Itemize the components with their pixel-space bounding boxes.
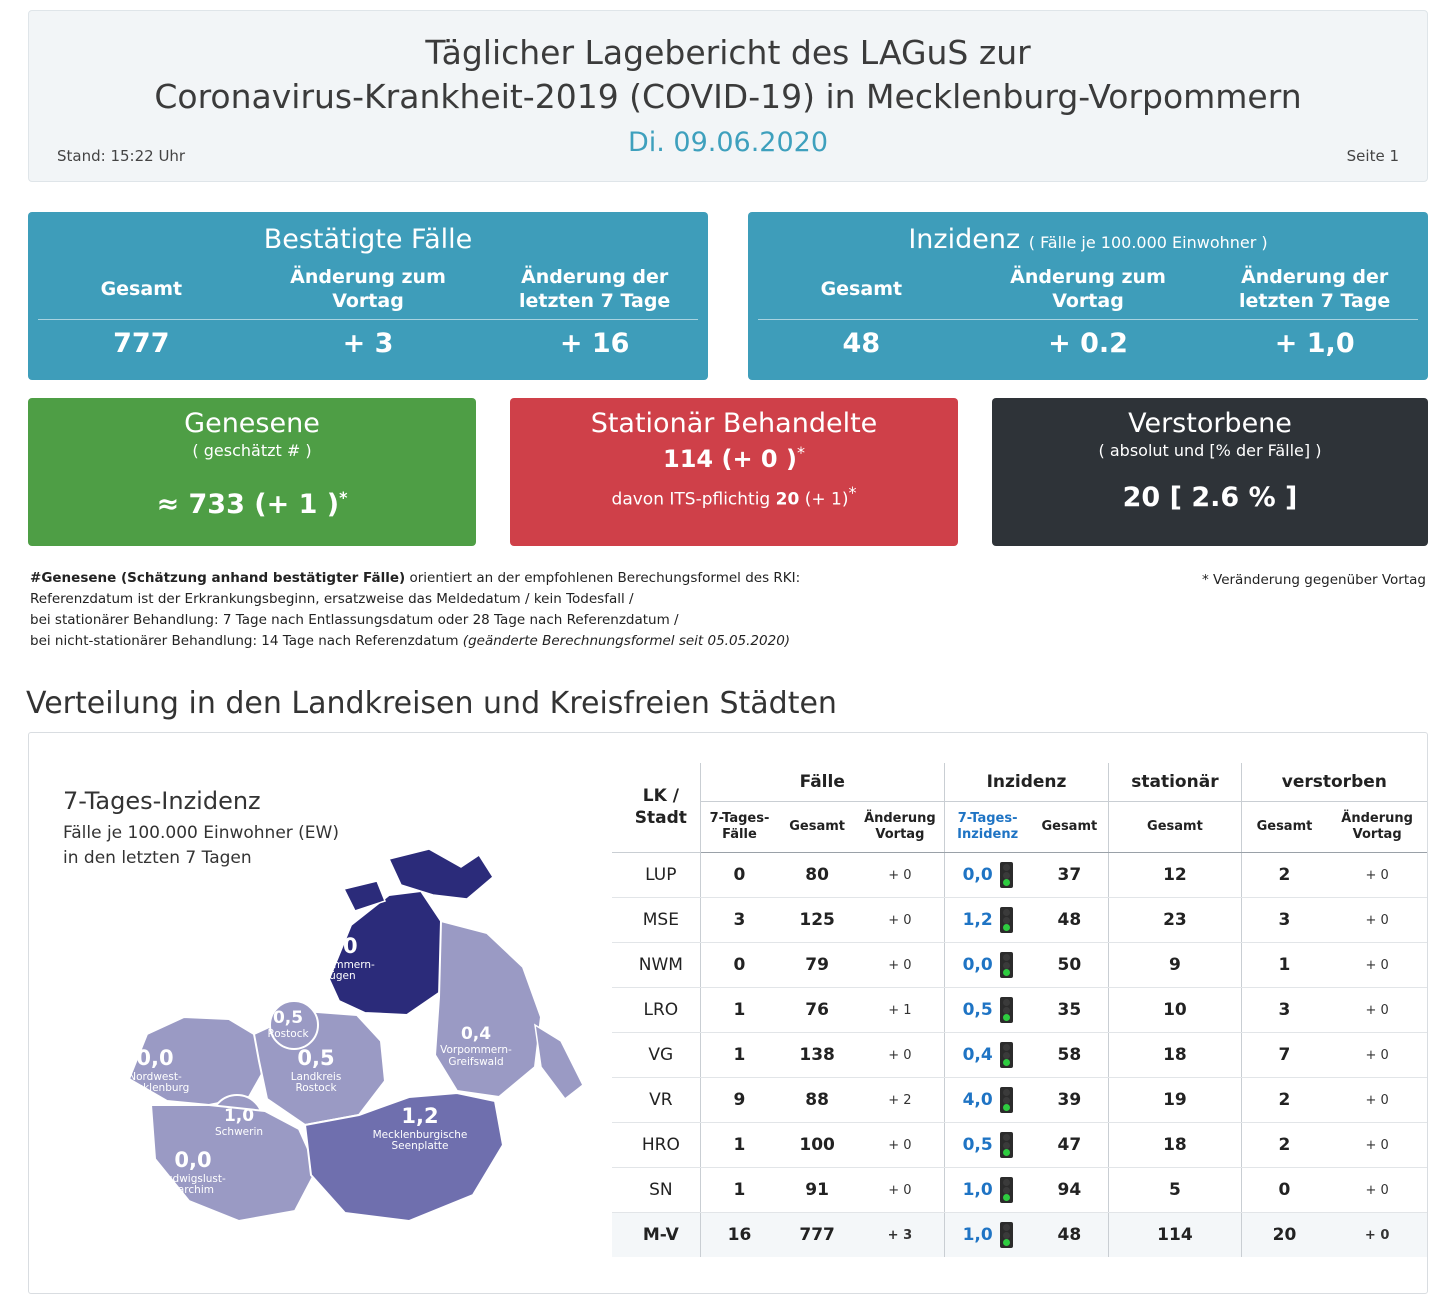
traffic-light-icon <box>1000 1087 1013 1113</box>
row-label: LUP <box>612 853 700 898</box>
cell-verstorben-gesamt: 3 <box>1241 988 1327 1033</box>
cell-inzidenz-7tage-value: 0,4 <box>962 1045 993 1065</box>
cell-inzidenz-7tage-value: 4,0 <box>962 1090 993 1110</box>
cell-inzidenz-7tage-value: 0,0 <box>962 865 993 885</box>
cell-verstorben-gesamt: 7 <box>1241 1033 1327 1078</box>
card-deceased <box>992 398 1428 546</box>
districts-table <box>612 763 1427 1257</box>
confirmed-total-label: Gesamt <box>100 278 183 301</box>
total-verstorben-gesamt: 20 <box>1241 1213 1327 1258</box>
map-label-lup-name: Ludwigslust-Parchim <box>160 1172 226 1197</box>
cell-inzidenz-7tage <box>944 1033 1030 1078</box>
map-label-vg-name: Vorpommern-Greifswald <box>440 1044 512 1068</box>
cell-stationaer: 12 <box>1109 853 1241 898</box>
cell-verstorben-aenderung: + 0 <box>1327 1123 1427 1168</box>
cell-stationaer: 5 <box>1109 1168 1241 1213</box>
cell-inzidenz-7tage <box>944 1168 1030 1213</box>
table-row <box>612 898 1427 943</box>
map-label-lro-name: Landkreis Rostock <box>290 1070 342 1095</box>
th-group-verstorben: verstorben <box>1241 763 1427 802</box>
card-recovered <box>28 398 476 546</box>
traffic-light-icon <box>1000 862 1013 888</box>
footnote-line-1 <box>30 568 800 589</box>
cell-verstorben-gesamt: 2 <box>1241 1078 1327 1123</box>
total-faelle-aenderung: + 3 <box>856 1213 944 1258</box>
th-faelle-gesamt: Gesamt <box>778 802 856 853</box>
cell-inzidenz-gesamt: 35 <box>1030 988 1108 1033</box>
report-header <box>28 10 1428 182</box>
cell-stationaer: 23 <box>1109 898 1241 943</box>
footnote-line4-b: (geänderte Berechnungsformel seit 05.05.2020) <box>462 632 791 649</box>
table-row <box>612 1078 1427 1123</box>
map-label-sn-name: Schwerin <box>214 1126 264 1139</box>
cell-stationaer: 10 <box>1109 988 1241 1033</box>
page-title <box>29 11 1427 119</box>
report-timestamp: Stand: 15:22 Uhr <box>57 147 186 165</box>
card-incidence <box>748 212 1428 380</box>
th-stationaer-gesamt: Gesamt <box>1109 802 1241 853</box>
total-inzidenz-gesamt: 48 <box>1030 1213 1108 1258</box>
cell-stationaer: 18 <box>1109 1123 1241 1168</box>
th-7tage-faelle-text: 7-Tages-Fälle <box>709 811 770 842</box>
hospitalized-star: * <box>796 443 805 462</box>
cell-faelle-aenderung: + 0 <box>856 943 944 988</box>
confirmed-weekchange-value: + 16 <box>559 328 630 359</box>
table-group-header-row <box>612 763 1427 802</box>
table-row <box>612 943 1427 988</box>
total-7tage-faelle: 16 <box>700 1213 778 1258</box>
cell-7tage-faelle: 0 <box>700 853 778 898</box>
table-row <box>612 1123 1427 1168</box>
cell-verstorben-gesamt: 2 <box>1241 1123 1327 1168</box>
table-total-row <box>612 1213 1427 1258</box>
map-region-hro <box>270 1001 318 1049</box>
th-group-stationaer: stationär <box>1109 763 1241 802</box>
icu-value: 20 <box>775 489 800 510</box>
cell-inzidenz-7tage <box>944 853 1030 898</box>
row-label: LRO <box>612 988 700 1033</box>
map-label-lro-value: 0,5 <box>297 1046 335 1070</box>
cell-faelle-gesamt: 79 <box>778 943 856 988</box>
map-label-mse-value: 1,2 <box>401 1104 439 1128</box>
traffic-light-icon <box>1000 997 1013 1023</box>
row-label: NWM <box>612 943 700 988</box>
cell-inzidenz-7tage <box>944 988 1030 1033</box>
cell-inzidenz-7tage <box>944 898 1030 943</box>
title-line-1: Täglicher Lagebericht des LAGuS zur <box>425 33 1031 72</box>
map-label-mse-name: Mecklenburgische Seenplatte <box>372 1128 468 1153</box>
confirmed-daychange-label: Änderung zum Vortag <box>290 266 446 312</box>
map-subheading-2: in den letzten 7 Tagen <box>63 847 252 868</box>
table-row <box>612 853 1427 898</box>
row-label: HRO <box>612 1123 700 1168</box>
th-verstorben-aenderung <box>1327 802 1427 853</box>
cell-7tage-faelle: 1 <box>700 988 778 1033</box>
th-lk-line2: Stadt <box>634 807 687 828</box>
cell-stationaer: 9 <box>1109 943 1241 988</box>
incidence-daychange-label: Änderung zum Vortag <box>1010 266 1166 312</box>
cell-verstorben-aenderung: + 0 <box>1327 1168 1427 1213</box>
th-7tage-faelle <box>700 802 778 853</box>
row-label: SN <box>612 1168 700 1213</box>
total-faelle-gesamt: 777 <box>778 1213 856 1258</box>
th-faelle-aenderung <box>856 802 944 853</box>
map-region-nwm <box>129 1017 267 1105</box>
footnote-line-2: Referenzdatum ist der Erkrankungsbeginn, ersatzweise das Meldedatum / kein Todesfall / <box>30 590 634 607</box>
cell-7tage-faelle: 0 <box>700 943 778 988</box>
th-group-faelle: Fälle <box>700 763 944 802</box>
cell-faelle-aenderung: + 0 <box>856 1123 944 1168</box>
incidence-total-label: Gesamt <box>820 278 903 301</box>
cell-faelle-gesamt: 138 <box>778 1033 856 1078</box>
traffic-light-icon <box>1000 1042 1013 1068</box>
map-label-nwm-name: Nordwest-mecklenburg <box>120 1070 190 1095</box>
map-svg <box>89 829 589 1269</box>
map-label-vr-value: 4,0 <box>320 934 358 958</box>
cell-verstorben-aenderung: + 0 <box>1327 988 1427 1033</box>
total-inzidenz-7tage-value: 1,0 <box>962 1225 993 1245</box>
footnote-hash: # <box>30 570 42 586</box>
cell-verstorben-aenderung: + 0 <box>1327 853 1427 898</box>
cell-verstorben-gesamt: 2 <box>1241 853 1327 898</box>
cell-7tage-faelle: 3 <box>700 898 778 943</box>
cell-faelle-aenderung: + 0 <box>856 1168 944 1213</box>
cell-faelle-gesamt: 88 <box>778 1078 856 1123</box>
confirmed-total-value: 777 <box>113 328 170 359</box>
map-label-vg-value: 0,4 <box>460 1024 492 1044</box>
cell-inzidenz-gesamt: 94 <box>1030 1168 1108 1213</box>
cell-7tage-faelle: 1 <box>700 1123 778 1168</box>
map-label-vr-name: Vorpommern-Rügen <box>303 958 375 983</box>
map-label-hro-name: Rostock <box>267 1028 309 1041</box>
cell-faelle-aenderung: + 0 <box>856 898 944 943</box>
cell-inzidenz-7tage-value: 1,2 <box>962 910 993 930</box>
card-confirmed-cases <box>28 212 708 380</box>
cell-verstorben-aenderung: + 0 <box>1327 898 1427 943</box>
cell-stationaer: 18 <box>1109 1033 1241 1078</box>
confirmed-weekchange-label: Änderung der letzten 7 Tage <box>519 266 671 312</box>
th-lk-stadt <box>612 763 700 853</box>
cell-inzidenz-7tage <box>944 1123 1030 1168</box>
incidence-weekchange-label: Änderung der letzten 7 Tage <box>1239 266 1391 312</box>
table-body <box>612 853 1427 1258</box>
incidence-total-value: 48 <box>842 328 881 359</box>
map-heading: 7-Tages-Inzidenz <box>63 787 261 815</box>
cell-verstorben-gesamt: 0 <box>1241 1168 1327 1213</box>
th-verstorben-aenderung-text: Änderung Vortag <box>1341 811 1413 842</box>
total-label: M-V <box>612 1213 700 1258</box>
map-label-hro-value: 0,5 <box>272 1008 304 1028</box>
traffic-light-icon <box>1000 952 1013 978</box>
th-faelle-aenderung-text: Änderung Vortag <box>864 811 936 842</box>
cell-inzidenz-gesamt: 50 <box>1030 943 1108 988</box>
report-date: Di. 09.06.2020 <box>627 126 829 158</box>
hospitalized-value: 114 (+ 0 ) <box>663 445 797 473</box>
th-verstorben-gesamt: Gesamt <box>1241 802 1327 853</box>
cell-verstorben-aenderung: + 0 <box>1327 943 1427 988</box>
footnote-line1-bold: Genesene (Schätzung anhand bestätigter Fälle) <box>41 570 406 586</box>
footnote-line4-a: bei nicht-stationärer Behandlung: 14 Tage nach Referenzdatum <box>30 632 463 649</box>
icu-change: (+ 1) <box>804 489 849 510</box>
cell-inzidenz-gesamt: 58 <box>1030 1033 1108 1078</box>
cell-faelle-aenderung: + 1 <box>856 988 944 1033</box>
table-sub-header-row <box>612 802 1427 853</box>
distribution-panel <box>28 732 1428 1294</box>
incidence-title-main: Inzidenz <box>908 224 1021 255</box>
cell-faelle-aenderung: + 2 <box>856 1078 944 1123</box>
cell-7tage-faelle: 1 <box>700 1168 778 1213</box>
cell-faelle-gesamt: 80 <box>778 853 856 898</box>
map-label-lup-value: 0,0 <box>174 1148 212 1172</box>
cell-inzidenz-7tage <box>944 943 1030 988</box>
confirmed-daychange-col <box>255 265 482 315</box>
map-region-lup <box>151 1105 317 1221</box>
cell-faelle-aenderung: + 0 <box>856 1033 944 1078</box>
cell-inzidenz-7tage <box>944 1078 1030 1123</box>
table-row <box>612 988 1427 1033</box>
th-inzidenz-gesamt: Gesamt <box>1030 802 1108 853</box>
cell-inzidenz-gesamt: 39 <box>1030 1078 1108 1123</box>
card-incidence-title <box>748 212 1428 255</box>
section-title: Verteilung in den Landkreisen und Kreisfreien Städten <box>26 686 837 721</box>
row-label: VR <box>612 1078 700 1123</box>
card-hospitalized <box>510 398 958 546</box>
total-stationaer: 114 <box>1109 1213 1241 1258</box>
cell-inzidenz-gesamt: 47 <box>1030 1123 1108 1168</box>
cell-inzidenz-7tage-value: 0,5 <box>962 1000 993 1020</box>
total-inzidenz-7tage <box>944 1213 1030 1258</box>
map-island-usedom <box>535 1025 583 1099</box>
footnote-star-note: * Veränderung gegenüber Vortag <box>1201 572 1426 588</box>
map-label-sn-value: 1,0 <box>223 1106 255 1126</box>
incidence-map <box>89 829 589 1269</box>
traffic-light-icon <box>1000 1177 1013 1203</box>
row-label: VG <box>612 1033 700 1078</box>
cell-faelle-gesamt: 91 <box>778 1168 856 1213</box>
confirmed-total-col <box>28 265 255 315</box>
map-label-nwm-value: 0,0 <box>136 1046 174 1070</box>
cell-inzidenz-gesamt: 48 <box>1030 898 1108 943</box>
map-subheading-1: Fälle je 100.000 Einwohner (EW) <box>63 823 339 843</box>
recovered-value: ≈ 733 (+ 1 ) <box>156 489 340 520</box>
cell-faelle-gesamt: 100 <box>778 1123 856 1168</box>
cell-stationaer: 19 <box>1109 1078 1241 1123</box>
title-line-2: Coronavirus-Krankheit-2019 (COVID-19) in Mecklenburg-Vorpommern <box>154 76 1302 116</box>
icu-star: * <box>848 483 857 502</box>
total-verstorben-aenderung: + 0 <box>1327 1213 1427 1258</box>
footnotes <box>30 568 800 652</box>
footnote-line-4 <box>30 631 800 652</box>
recovered-star: * <box>339 488 348 507</box>
map-region-vg <box>435 921 541 1097</box>
cell-verstorben-aenderung: + 0 <box>1327 1033 1427 1078</box>
cell-faelle-aenderung: + 0 <box>856 853 944 898</box>
hospitalized-title: Stationär Behandelte <box>590 408 878 439</box>
traffic-light-icon <box>1000 1222 1013 1248</box>
deceased-subtitle: ( absolut und [% der Fälle] ) <box>1098 441 1322 460</box>
card-confirmed-title: Bestätigte Fälle <box>263 224 473 255</box>
footnote-line1-rest: orientiert an der empfohlenen Berechungsformel des RKI: <box>405 570 801 586</box>
cell-inzidenz-7tage-value: 0,5 <box>962 1135 993 1155</box>
cell-verstorben-gesamt: 3 <box>1241 898 1327 943</box>
deceased-value: 20 [ 2.6 % ] <box>1122 482 1298 513</box>
th-lk-line1: LK / <box>642 786 679 807</box>
traffic-light-icon <box>1000 907 1013 933</box>
incidence-daychange-value: + 0.2 <box>1048 328 1128 359</box>
cell-inzidenz-7tage-value: 1,0 <box>962 1180 993 1200</box>
cell-verstorben-aenderung: + 0 <box>1327 1078 1427 1123</box>
row-label: MSE <box>612 898 700 943</box>
page-number: Seite 1 <box>1346 147 1399 165</box>
table-row <box>612 1033 1427 1078</box>
recovered-title: Genesene <box>184 408 320 439</box>
th-inzidenz-7tage-text: 7-Tages-Inzidenz <box>957 811 1019 842</box>
deceased-title: Verstorbene <box>1128 408 1292 439</box>
cell-faelle-gesamt: 125 <box>778 898 856 943</box>
cell-inzidenz-gesamt: 37 <box>1030 853 1108 898</box>
map-region-vr <box>329 891 451 1015</box>
traffic-light-icon <box>1000 1132 1013 1158</box>
map-island-ruegen <box>389 849 493 899</box>
incidence-title-sub: ( Fälle je 100.000 Einwohner ) <box>1028 233 1268 252</box>
cell-faelle-gesamt: 76 <box>778 988 856 1033</box>
footnote-line-3: bei stationärer Behandlung: 7 Tage nach Entlassungsdatum oder 28 Tage nach Referenzdatum / <box>30 611 679 628</box>
confirmed-daychange-value: + 3 <box>342 328 394 359</box>
recovered-subtitle: ( geschätzt # ) <box>192 441 312 460</box>
th-group-inzidenz: Inzidenz <box>944 763 1108 802</box>
cell-7tage-faelle: 9 <box>700 1078 778 1123</box>
cell-verstorben-gesamt: 1 <box>1241 943 1327 988</box>
cell-inzidenz-7tage-value: 0,0 <box>962 955 993 975</box>
icu-prefix: davon ITS-pflichtig <box>611 489 771 510</box>
cell-7tage-faelle: 1 <box>700 1033 778 1078</box>
incidence-weekchange-value: + 1,0 <box>1274 328 1355 359</box>
confirmed-weekchange-col <box>481 265 708 315</box>
table-row <box>612 1168 1427 1213</box>
th-inzidenz-7tage <box>944 802 1030 853</box>
